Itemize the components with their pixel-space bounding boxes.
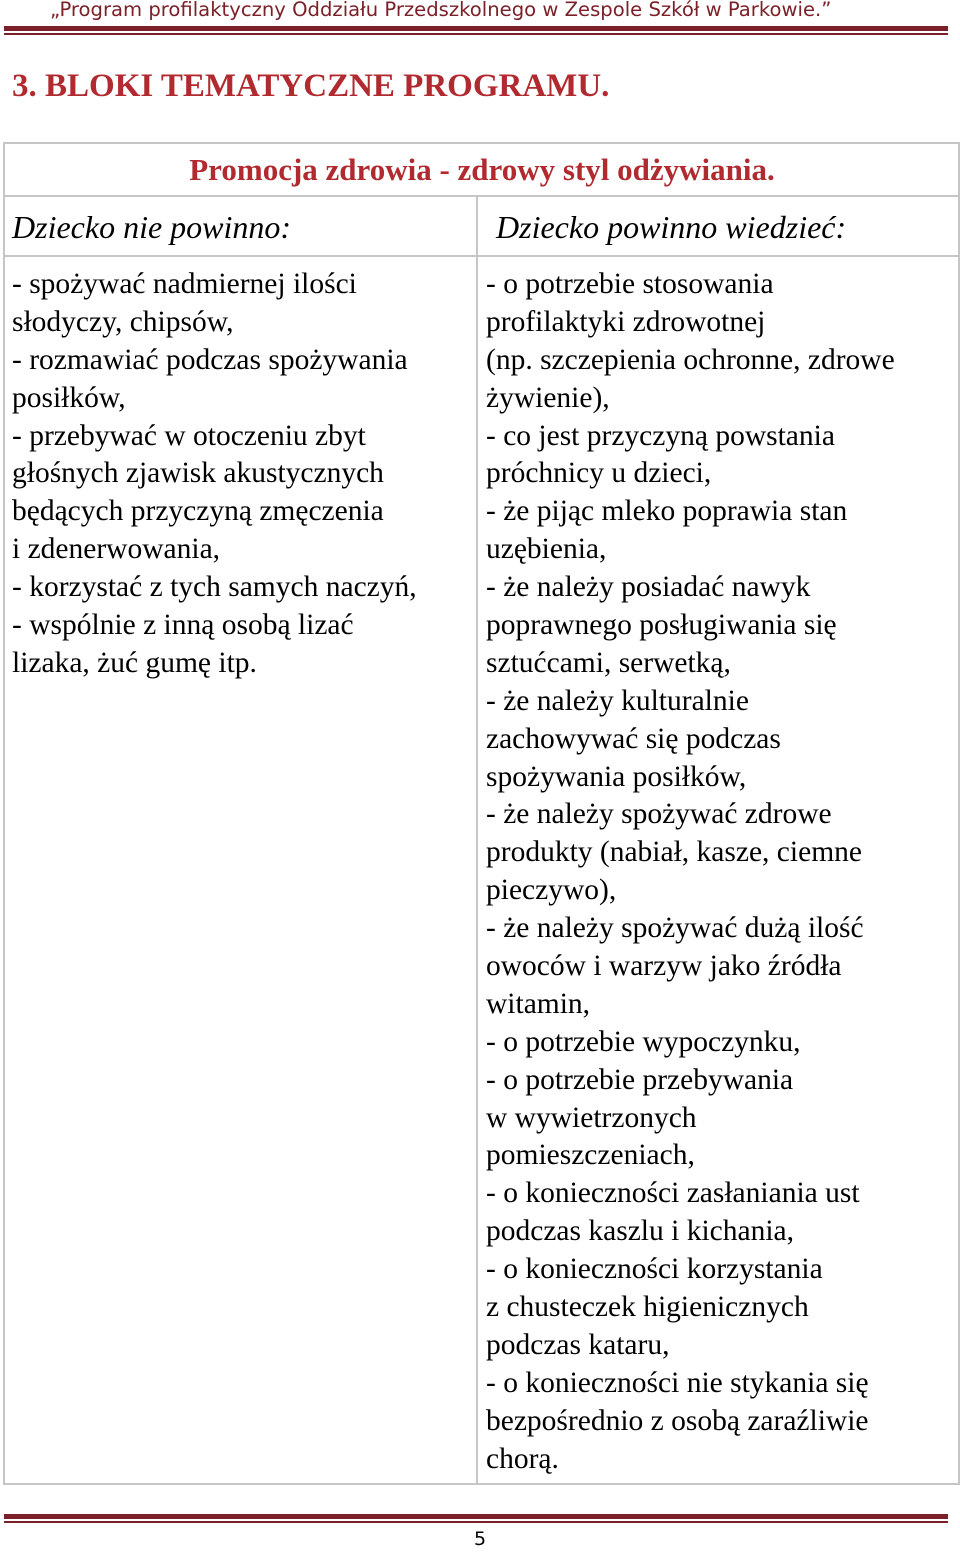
right-list-line: - o potrzebie wypoczynku, bbox=[486, 1025, 801, 1058]
right-list-line: witamin, bbox=[486, 987, 591, 1020]
running-header: „Program profilaktyczny Oddziału Przedszkolnego w Zespole Szkół w Parkowie.” bbox=[50, 0, 832, 21]
footer-rule bbox=[4, 1514, 948, 1519]
table-divider-title bbox=[3, 195, 960, 197]
right-column-heading: Dziecko powinno wiedzieć: bbox=[496, 209, 847, 245]
right-list-line: sztućcami, serwetką, bbox=[486, 646, 731, 679]
right-list-line: - o potrzebie przebywania bbox=[486, 1063, 794, 1096]
table-divider-heading bbox=[3, 255, 960, 257]
right-list-line: produkty (nabiał, kasze, ciemne bbox=[486, 836, 862, 869]
right-list-line: żywienie), bbox=[486, 381, 610, 414]
right-list-line: podczas kataru, bbox=[486, 1328, 670, 1361]
left-list-line: - spożywać nadmiernej ilości bbox=[12, 268, 357, 300]
right-list-line: (np. szczepienia ochronne, zdrowe bbox=[486, 343, 895, 376]
right-list-line: - o konieczności nie stykania się bbox=[486, 1366, 869, 1399]
header-rule-thin bbox=[4, 33, 948, 35]
right-list-line: próchnicy u dzieci, bbox=[486, 457, 712, 490]
right-list-line: - o konieczności korzystania bbox=[486, 1253, 823, 1286]
left-list-line: będących przyczyną zmęczenia bbox=[12, 495, 384, 528]
right-list-line: podczas kaszlu i kichania, bbox=[486, 1215, 794, 1248]
left-column-heading: Dziecko nie powinno: bbox=[12, 209, 292, 245]
right-list-line: pomieszczeniach, bbox=[486, 1139, 695, 1172]
left-list-line: posiłków, bbox=[12, 381, 126, 414]
table-column-divider bbox=[476, 197, 478, 1483]
footer-rule-thin bbox=[4, 1521, 948, 1523]
right-list-line: - co jest przyczyną powstania bbox=[486, 419, 835, 452]
right-list-line: - że należy spożywać dużą ilość bbox=[486, 912, 864, 945]
left-list-line: - przebywać w otoczeniu zbyt bbox=[12, 419, 366, 452]
right-list-line: chorą. bbox=[486, 1442, 559, 1475]
header-rule bbox=[4, 26, 948, 31]
table-title: Promocja zdrowia - zdrowy styl odżywiania. bbox=[189, 152, 775, 187]
left-list-line: - korzystać z tych samych naczyń, bbox=[12, 571, 417, 604]
right-list-line: z chusteczek higienicznych bbox=[486, 1291, 809, 1324]
right-list-line: poprawnego posługiwania się bbox=[486, 609, 837, 642]
right-column-list bbox=[486, 266, 895, 1479]
left-list-line: i zdenerwowania, bbox=[12, 533, 221, 566]
left-column-list bbox=[12, 266, 417, 683]
page-number: 5 bbox=[473, 1528, 487, 1550]
right-list-line: w wywietrzonych bbox=[486, 1101, 697, 1134]
right-list-line: - że należy kulturalnie bbox=[486, 684, 749, 717]
right-list-line: owoców i warzyw jako źródła bbox=[486, 950, 842, 983]
section-title: 3. BLOKI TEMATYCZNE PROGRAMU. bbox=[12, 68, 610, 104]
right-list-line: bezpośrednio z osobą zaraźliwie bbox=[486, 1404, 869, 1437]
right-list-line: - że należy posiadać nawyk bbox=[486, 571, 811, 604]
left-list-line: słodyczy, chipsów, bbox=[12, 305, 234, 338]
right-list-line: - że pijąc mleko poprawia stan bbox=[486, 495, 848, 528]
right-list-line: pieczywo), bbox=[486, 874, 617, 907]
right-list-line: spożywania posiłków, bbox=[486, 760, 747, 793]
left-list-line: - wspólnie z inną osobą lizać bbox=[12, 609, 354, 642]
right-list-line: uzębienia, bbox=[486, 533, 607, 566]
right-list-line: profilaktyki zdrowotnej bbox=[486, 305, 766, 338]
left-list-line: głośnych zjawisk akustycznych bbox=[12, 457, 384, 490]
left-list-line: - rozmawiać podczas spożywania bbox=[12, 343, 408, 376]
right-list-line: - o konieczności zasłaniania ust bbox=[486, 1177, 860, 1210]
right-list-line: zachowywać się podczas bbox=[486, 722, 781, 755]
left-list-line: lizaka, żuć gumę itp. bbox=[12, 646, 257, 679]
right-list-line: - o potrzebie stosowania bbox=[486, 268, 774, 300]
right-list-line: - że należy spożywać zdrowe bbox=[486, 798, 832, 831]
